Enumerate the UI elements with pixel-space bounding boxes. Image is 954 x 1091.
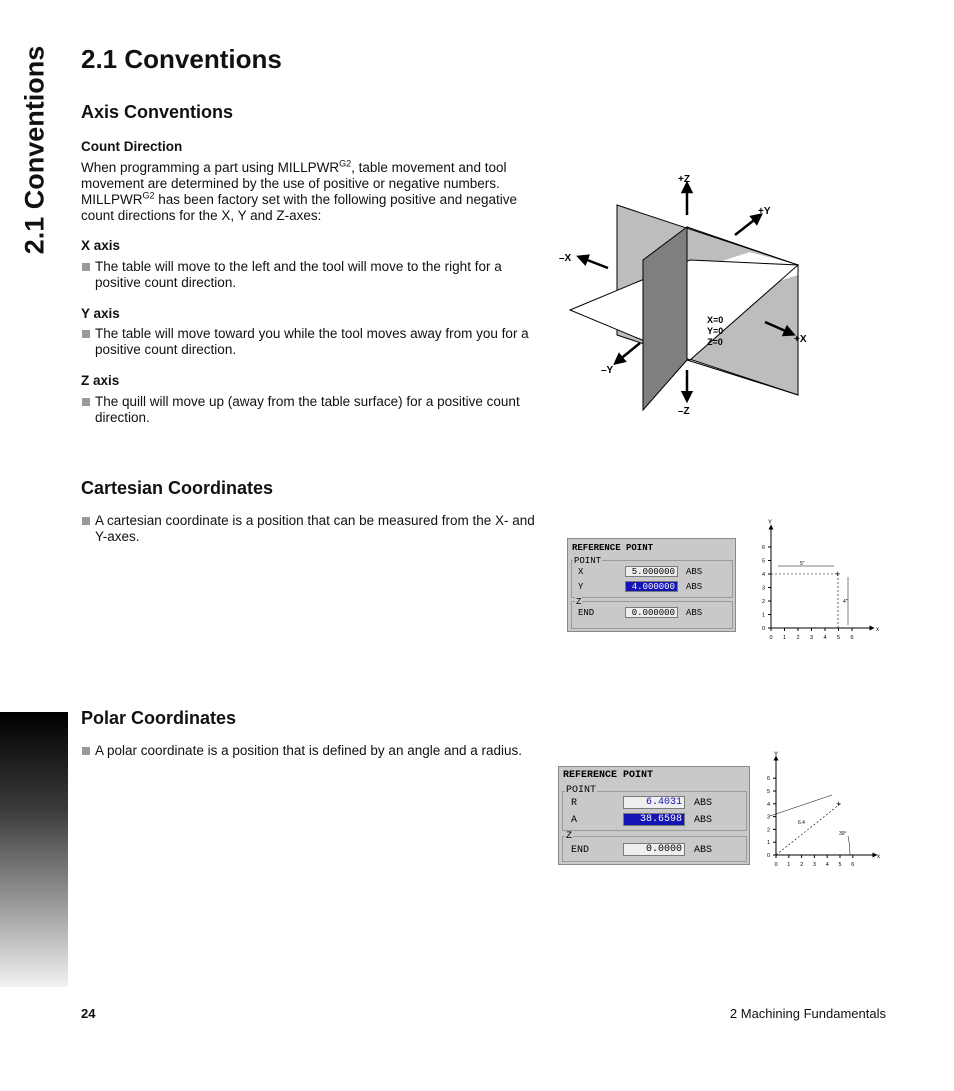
r-mode: ABS bbox=[694, 798, 713, 809]
y-tick-label: 4 bbox=[762, 572, 766, 578]
page-title: 2.1 Conventions bbox=[81, 44, 282, 74]
chapter-title: 2 Machining Fundamentals bbox=[729, 1006, 886, 1021]
y-dimension-label: 4" bbox=[843, 599, 848, 605]
minus-x-label: –X bbox=[559, 253, 572, 264]
point-group-label: POINT bbox=[574, 556, 602, 566]
x-mode: ABS bbox=[686, 567, 703, 577]
x-value-field[interactable]: 5.000000 bbox=[625, 566, 678, 577]
end-label: END bbox=[578, 608, 595, 618]
bullet-square-icon bbox=[82, 517, 90, 525]
end-mode: ABS bbox=[694, 845, 713, 856]
x-axis-bullet: The table will move to the left and the tool will move to the right for a positive count direction. bbox=[81, 259, 535, 291]
side-tab-gradient bbox=[0, 712, 68, 987]
y-tick-label: 2 bbox=[762, 599, 766, 605]
x-tick-label: 3 bbox=[810, 635, 814, 641]
yz-plane bbox=[643, 227, 687, 410]
x-tick-label: 2 bbox=[796, 635, 800, 641]
count-direction-intro: When programming a part using $MILLPWR^{G2}$, table movement and tool movement are determined by the use of positive or negative numbers. $MILLPWR^{G2}$ has been factory set with the following positive and negative count directions for the X, Y and Z-axes: bbox=[81, 158, 518, 223]
end-value-field[interactable]: 0.0000 bbox=[623, 843, 685, 856]
polar-reference-point-panel bbox=[558, 766, 750, 865]
x-tick-label: 3 bbox=[812, 862, 816, 868]
y-tick-label: 0 bbox=[767, 853, 771, 859]
origin-z-label: Z=0 bbox=[707, 337, 723, 347]
y-axis-label: Y bbox=[768, 520, 773, 526]
y-axis-bullet: The table will move toward you while the tool moves away from you for a positive count direction. bbox=[81, 326, 535, 358]
minus-y-label: –Y bbox=[601, 365, 614, 376]
y-tick-label: 4 bbox=[767, 801, 771, 808]
origin-x-label: X=0 bbox=[707, 315, 724, 325]
x-axis-heading: X axis bbox=[81, 238, 121, 253]
page-number: 24 bbox=[81, 1006, 96, 1021]
panel-header: REFERENCE POINT bbox=[563, 770, 654, 781]
x-tick-label: 0 bbox=[769, 635, 773, 641]
z-group-label: Z bbox=[566, 831, 573, 842]
x-tick-label: 2 bbox=[800, 862, 804, 868]
z-group-label: Z bbox=[576, 597, 582, 607]
y-mode: ABS bbox=[686, 582, 703, 592]
x-tick-label: 0 bbox=[774, 862, 778, 868]
x-axis-label: x bbox=[876, 627, 879, 633]
x-tick-label: 4 bbox=[823, 635, 827, 641]
minus-x-arrow bbox=[582, 258, 608, 268]
point-marker: + bbox=[835, 569, 841, 579]
y-value-field[interactable]: 4.000000 bbox=[625, 581, 678, 592]
minus-y-arrow bbox=[618, 343, 640, 361]
x-tick-label: 4 bbox=[825, 862, 829, 868]
point-marker: + bbox=[836, 799, 842, 809]
x-tick-label: 1 bbox=[787, 862, 791, 868]
side-tab-title: 2.1 Conventions bbox=[19, 45, 50, 255]
point-group-label: POINT bbox=[566, 785, 597, 796]
bullet-square-icon bbox=[82, 263, 90, 271]
y-tick-label: 5 bbox=[767, 789, 771, 795]
end-label: END bbox=[571, 845, 590, 856]
count-direction-heading: Count Direction bbox=[81, 139, 183, 154]
x-dimension-label: 5" bbox=[800, 561, 805, 567]
radius-label: 6.4 bbox=[798, 820, 805, 826]
cartesian-ticks bbox=[762, 545, 854, 641]
cartesian-reference-point-panel bbox=[567, 538, 736, 632]
r-label: R bbox=[571, 798, 578, 809]
polar-graph bbox=[755, 748, 890, 878]
x-tick-label: 5 bbox=[838, 862, 842, 868]
y-tick-label: 2 bbox=[767, 827, 771, 834]
end-mode: ABS bbox=[686, 608, 703, 618]
end-value-field[interactable]: 0.000000 bbox=[625, 607, 678, 618]
y-label: Y bbox=[578, 582, 584, 592]
bullet-square-icon bbox=[82, 747, 90, 755]
y-tick-label: 0 bbox=[762, 626, 766, 632]
x-tick-label: 6 bbox=[850, 635, 854, 641]
a-label: A bbox=[571, 815, 578, 826]
axis-conventions-diagram bbox=[550, 165, 820, 425]
y-tick-label: 1 bbox=[762, 612, 766, 619]
polar-ticks bbox=[767, 776, 854, 868]
a-value-field[interactable]: 38.6598 bbox=[623, 813, 685, 826]
y-axis-label: Y bbox=[774, 752, 779, 758]
y-axis-heading: Y axis bbox=[81, 306, 120, 321]
y-tick-label: 3 bbox=[762, 585, 766, 592]
axis-conventions-heading: Axis Conventions bbox=[81, 102, 234, 122]
y-tick-label: 3 bbox=[767, 814, 771, 821]
plus-x-label: +X bbox=[794, 334, 807, 345]
z-axis-bullet: The quill will move up (away from the table surface) for a positive count direction. bbox=[81, 394, 535, 426]
r-value-field[interactable]: 6.4031 bbox=[623, 796, 685, 809]
y-tick-label: 6 bbox=[762, 545, 766, 551]
plus-y-arrow bbox=[735, 217, 758, 235]
z-axis-heading: Z axis bbox=[81, 373, 120, 388]
minus-z-label: –Z bbox=[678, 406, 690, 417]
cartesian-bullet: A cartesian coordinate is a position that can be measured from the X- and Y-axes. bbox=[81, 513, 535, 545]
x-tick-label: 6 bbox=[851, 862, 855, 868]
plus-y-label: +Y bbox=[758, 206, 771, 217]
bullet-square-icon bbox=[82, 330, 90, 338]
polar-heading: Polar Coordinates bbox=[81, 708, 237, 728]
a-mode: ABS bbox=[694, 815, 713, 826]
x-tick-label: 5 bbox=[837, 635, 841, 641]
cartesian-heading: Cartesian Coordinates bbox=[81, 478, 274, 498]
bullet-square-icon bbox=[82, 398, 90, 406]
polar-bullet: A polar coordinate is a position that is defined by an angle and a radius. bbox=[81, 743, 535, 759]
panel-header: REFERENCE POINT bbox=[572, 543, 654, 553]
y-tick-label: 1 bbox=[767, 840, 771, 847]
angle-label: 39° bbox=[839, 831, 847, 837]
y-tick-label: 6 bbox=[767, 776, 771, 783]
y-tick-label: 5 bbox=[762, 558, 766, 565]
x-label: X bbox=[578, 567, 584, 577]
cartesian-graph bbox=[750, 515, 890, 655]
x-axis-label: x bbox=[877, 854, 880, 860]
x-tick-label: 1 bbox=[783, 635, 787, 641]
plus-z-label: +Z bbox=[678, 174, 690, 185]
origin-y-label: Y=0 bbox=[707, 326, 724, 336]
